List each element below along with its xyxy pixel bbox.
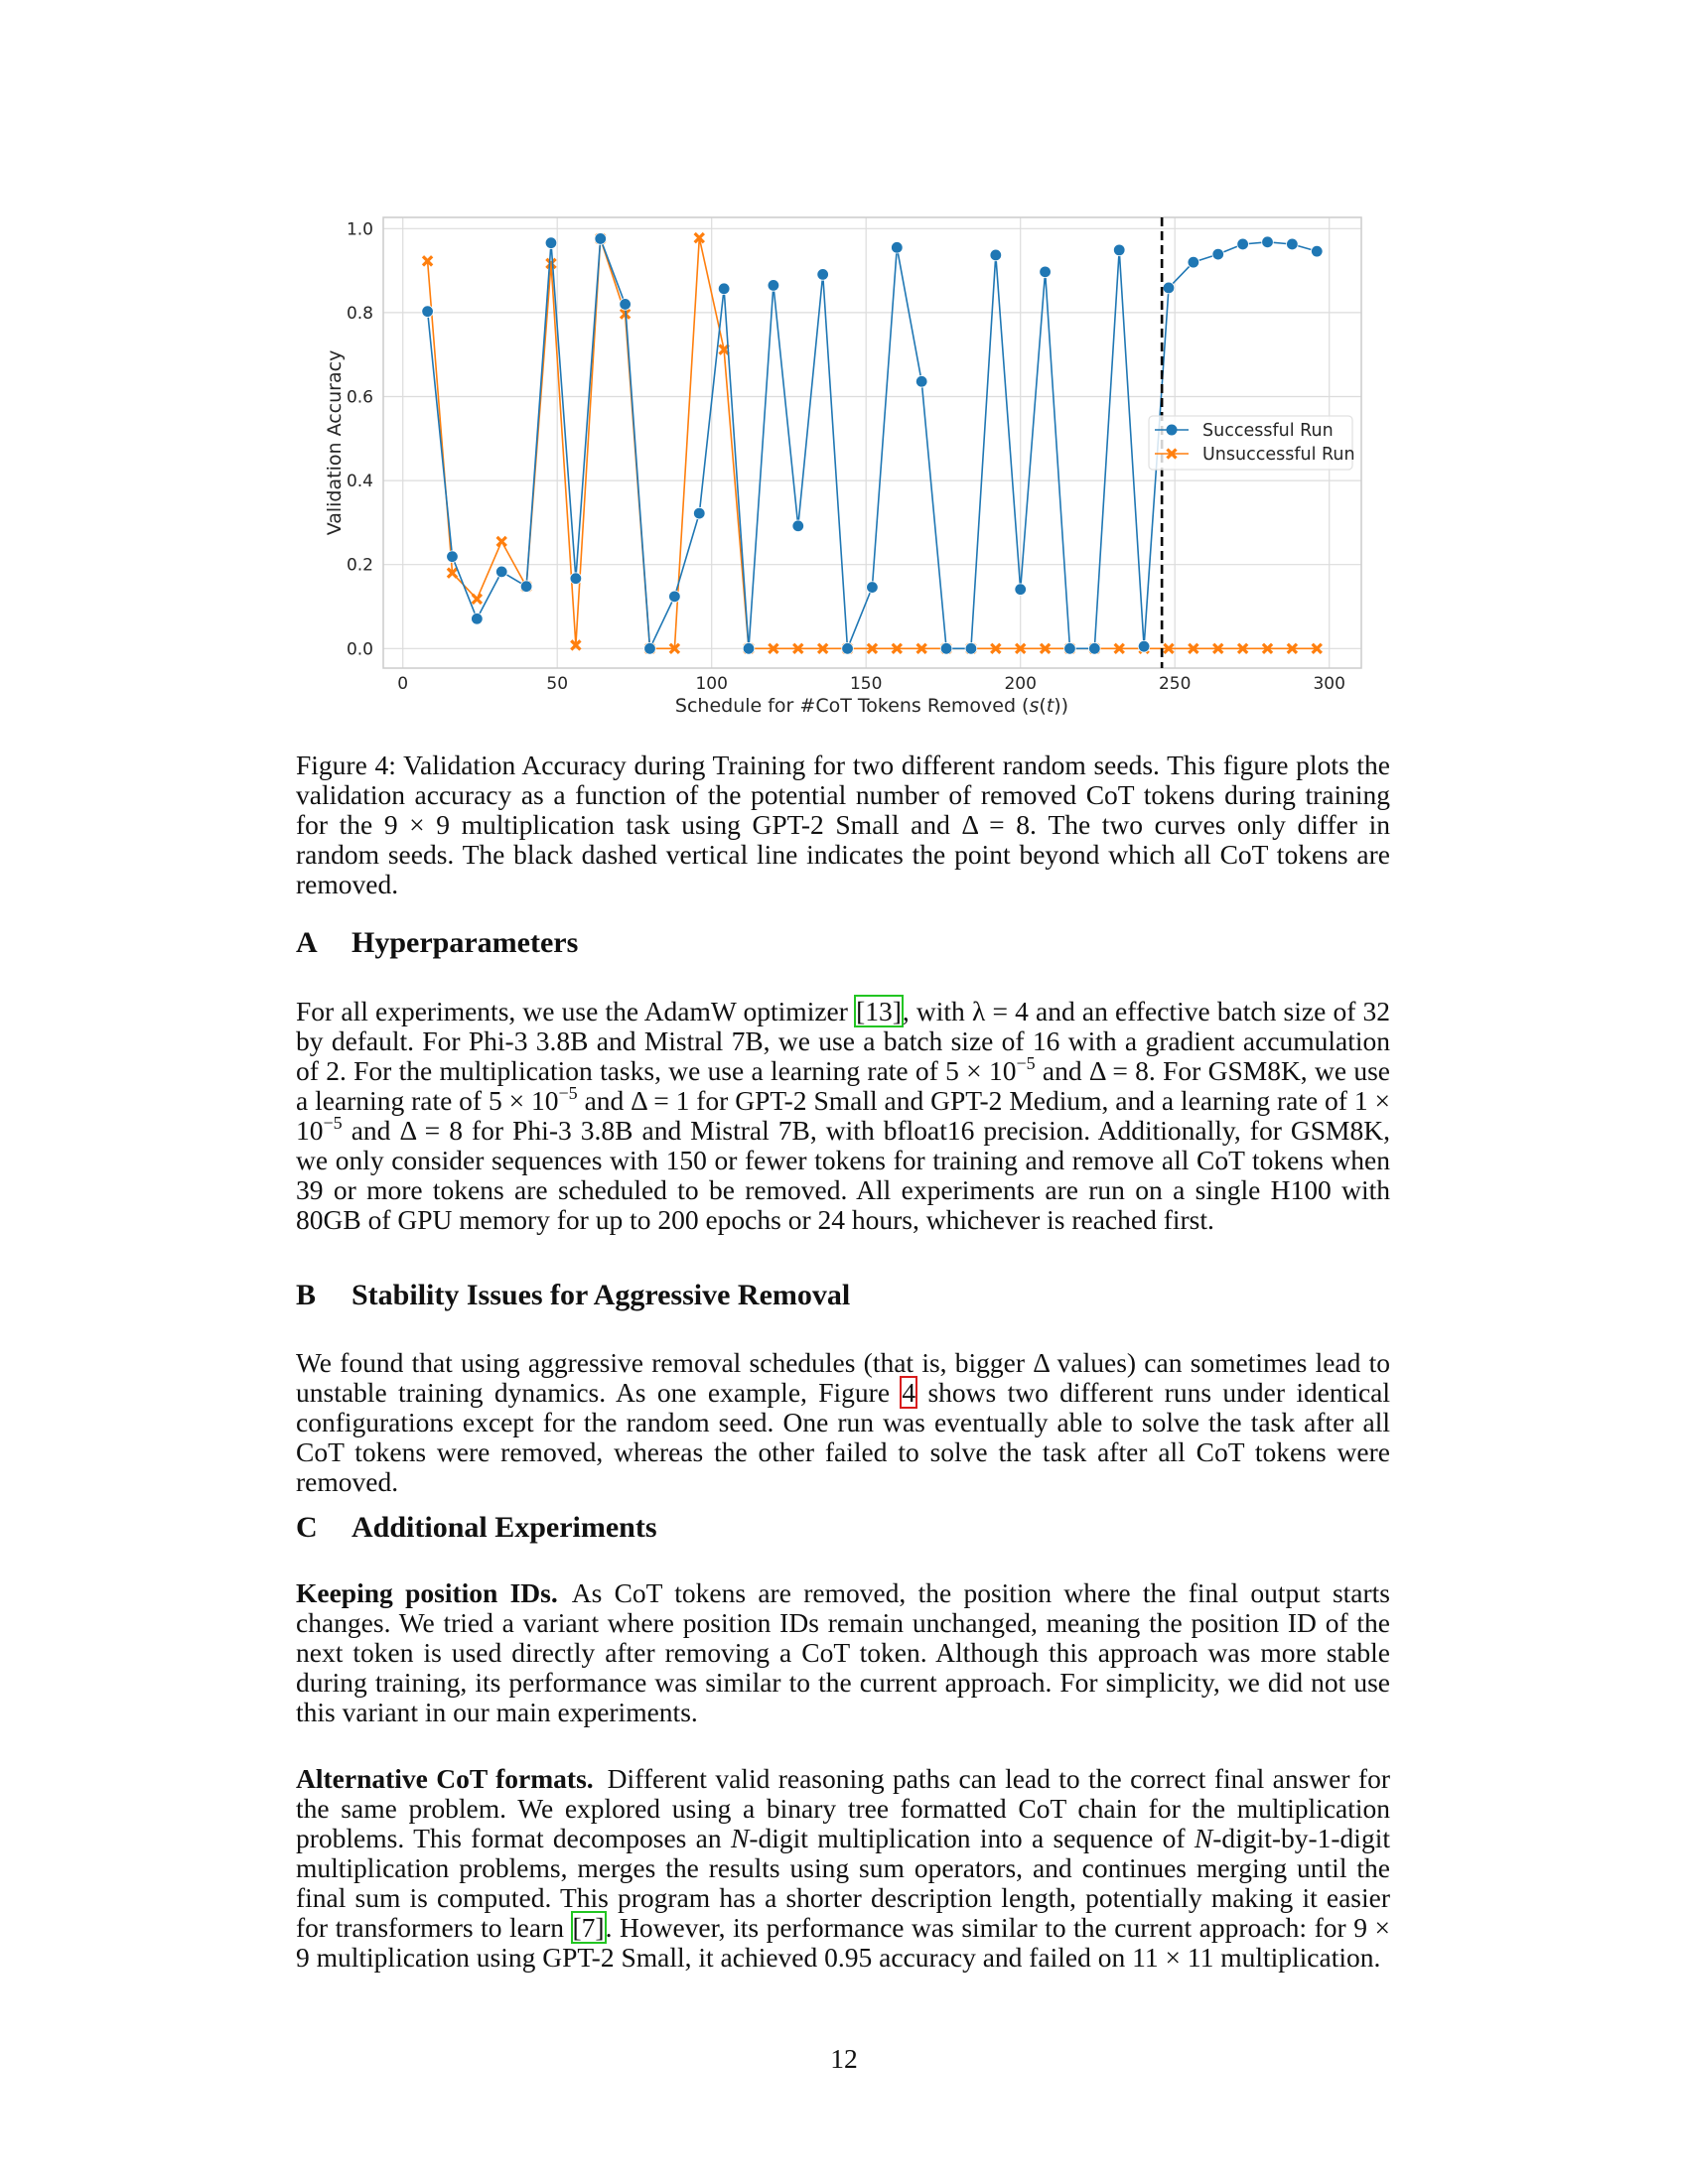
data-point-circle — [570, 573, 582, 585]
section-number: A — [296, 926, 318, 959]
data-point-circle — [1089, 643, 1101, 655]
y-tick-label: 0.0 — [346, 639, 373, 660]
data-point-circle — [1237, 238, 1249, 250]
text-run: . However, its performance was similar to the current approach: for 9 × 9 multiplication using GPT-2 Small, it achieved 0.95 accuracy and failed on 11 × 11 multiplication. — [296, 1912, 1390, 1973]
chart-legend — [1149, 416, 1355, 470]
text-run: shows two different runs under identical configurations except for the random seed. One run was eventually able to solve the task after all CoT tokens were removed, whereas the other failed to solve the task after all CoT tokens were removed. — [296, 1377, 1390, 1497]
y-axis-label: Validation Accuracy — [324, 349, 346, 536]
x-tick-label: 100 — [695, 674, 728, 694]
exponent: −5 — [1016, 1053, 1036, 1073]
paragraph-runin-heading: Keeping position IDs. — [296, 1577, 558, 1608]
y-tick-label: 0.2 — [346, 555, 373, 576]
data-point-circle — [1262, 236, 1274, 248]
keeping-position-ids-paragraph — [296, 1578, 1390, 1727]
x-tick-label: 0 — [397, 674, 409, 694]
data-point-circle — [1287, 238, 1299, 250]
y-tick-labels — [347, 219, 373, 659]
data-point-circle — [792, 520, 804, 532]
text-run: As CoT tokens are removed, the position where the final output starts changes. We tried a variant where position IDs remain unchanged, meaning the position ID of the next token is used directly after removing a CoT token. Although this approach was more stable during training, its performance was similar to the current approach. For simplicity, we did not use this variant in our main experiments. — [296, 1577, 1391, 1727]
y-tick-label: 1.0 — [346, 219, 373, 240]
text-run: and Δ = 8 for Phi-3 3.8B and Mistral 7B, with bfloat16 precision. Additionally, for GSM8K, we only consider sequences with 150 or fewer tokens for training and remove all CoT tokens when 39 or more tokens are scheduled to be removed. All experiments are run on a single H100 with 80GB of GPU memory for up to 200 epochs or 24 hours, whichever is reached first. — [296, 1115, 1390, 1235]
circle-marker-icon — [1167, 425, 1178, 436]
data-point-circle — [915, 375, 927, 387]
data-point-circle — [693, 507, 705, 519]
section-heading-stability-issues — [296, 1278, 850, 1313]
figure-caption — [296, 751, 1390, 899]
x-tick-label: 200 — [1004, 674, 1037, 694]
data-point-circle — [892, 242, 904, 254]
data-point-circle — [1212, 248, 1224, 260]
math-variable: N — [730, 1823, 750, 1853]
text-run: and Δ = 8. For GSM8K, we use a learning rate of 5 × 10 — [296, 1055, 1390, 1116]
data-point-circle — [422, 306, 434, 318]
data-point-circle — [472, 613, 484, 624]
x-tick-label: 250 — [1158, 674, 1192, 694]
data-point-circle — [447, 551, 459, 563]
data-point-circle — [1040, 266, 1052, 278]
legend-label-successful: Successful Run — [1202, 421, 1334, 441]
section-heading-hyperparameters — [296, 925, 578, 961]
text-run: and Δ = 1 for GPT-2 Small and GPT-2 Medium, and a learning rate of 1 × 10 — [296, 1085, 1391, 1146]
data-point-circle — [940, 643, 952, 655]
figure-caption-text: Validation Accuracy during Training for two different random seeds. This figure plots the validation accuracy as a function of the potential number of removed CoT tokens during training for the 9 × 9 multiplication task using GPT-2 Small and Δ = 8. The two curves only differ in random seeds. The black dashed vertical line indicates the point beyond which all CoT tokens are removed. — [296, 750, 1390, 899]
y-tick-label: 0.8 — [346, 303, 373, 324]
data-point-circle — [620, 299, 632, 311]
stability-paragraph — [296, 1348, 1390, 1497]
data-point-circle — [718, 283, 730, 295]
math-variable: N — [1194, 1823, 1213, 1853]
x-tick-labels — [397, 674, 1345, 694]
data-point-circle — [644, 643, 656, 655]
legend-label-unsuccessful: Unsuccessful Run — [1202, 445, 1355, 465]
data-point-circle — [867, 582, 879, 594]
data-point-circle — [768, 280, 779, 292]
data-point-circle — [495, 566, 507, 578]
citation-link-7[interactable]: [7] — [572, 1912, 605, 1943]
section-number: C — [296, 1511, 318, 1544]
y-tick-label: 0.6 — [346, 387, 373, 408]
validation-accuracy-chart — [0, 0, 1688, 754]
data-point-circle — [595, 233, 607, 245]
data-point-circle — [669, 591, 681, 603]
data-point-circle — [1138, 640, 1150, 652]
alternative-cot-formats-paragraph — [296, 1764, 1390, 1973]
data-point-circle — [545, 237, 557, 249]
exponent: −5 — [558, 1083, 578, 1103]
figure-ref-link-4[interactable]: 4 — [902, 1377, 916, 1408]
exponent: −5 — [323, 1113, 343, 1133]
section-heading-additional-experiments — [296, 1510, 657, 1546]
citation-link-13[interactable]: [13] — [856, 996, 902, 1026]
data-point-circle — [817, 269, 829, 281]
data-point-circle — [1113, 244, 1125, 256]
data-point-circle — [1064, 643, 1076, 655]
x-tick-label: 300 — [1313, 674, 1345, 694]
data-point-circle — [1311, 245, 1323, 257]
hyperparameters-paragraph — [296, 997, 1390, 1235]
x-axis-label: Schedule for #CoT Tokens Removed (s(t)) — [674, 695, 1069, 717]
section-number: B — [296, 1279, 317, 1311]
data-point-circle — [1015, 584, 1027, 596]
text-run: -digit-by-1-digit multiplication problems, merges the results using sum operators, and continues merging until the final sum is computed. This program has a shorter description length, potentially making it easier for transformers to learn — [296, 1823, 1390, 1943]
data-point-x — [497, 537, 506, 546]
text-run: , with λ = 4 and an effective batch size of 32 by default. For Phi-3 3.8B and Mistral 7B, we use a batch size of 16 with a gradient accumulation of 2. For the multiplication tasks, we use a learning rate of 5 × 10 — [296, 996, 1391, 1086]
figure-caption-label: Figure 4: — [296, 750, 396, 780]
paragraph-runin-heading: Alternative CoT formats. — [296, 1763, 594, 1794]
data-point-circle — [842, 643, 854, 655]
section-title: Hyperparameters — [352, 926, 579, 959]
text-run: -digit multiplication into a sequence of — [749, 1823, 1195, 1853]
text-run: We found that using aggressive removal schedules (that is, bigger Δ values) can sometimes lead to unstable training dynamics. As one example, Figure — [296, 1347, 1390, 1408]
y-tick-label: 0.4 — [346, 472, 373, 492]
data-point-x — [473, 595, 482, 604]
section-title: Additional Experiments — [352, 1511, 657, 1544]
data-point-circle — [743, 643, 755, 655]
text-run: Different valid reasoning paths can lead to the correct final answer for the same problem. We explored using a binary tree formatted CoT chain for the multiplication problems. This format decomposes an — [296, 1763, 1390, 1853]
data-point-circle — [520, 581, 532, 593]
data-point-circle — [1163, 282, 1175, 294]
data-point-circle — [965, 643, 977, 655]
text-run: For all experiments, we use the AdamW optimizer — [296, 996, 856, 1026]
data-point-circle — [1188, 256, 1199, 268]
x-tick-label: 50 — [546, 674, 569, 694]
section-title: Stability Issues for Aggressive Removal — [352, 1279, 851, 1311]
x-tick-label: 150 — [849, 674, 883, 694]
data-point-circle — [990, 249, 1002, 261]
page-number: 12 — [830, 2043, 858, 2074]
